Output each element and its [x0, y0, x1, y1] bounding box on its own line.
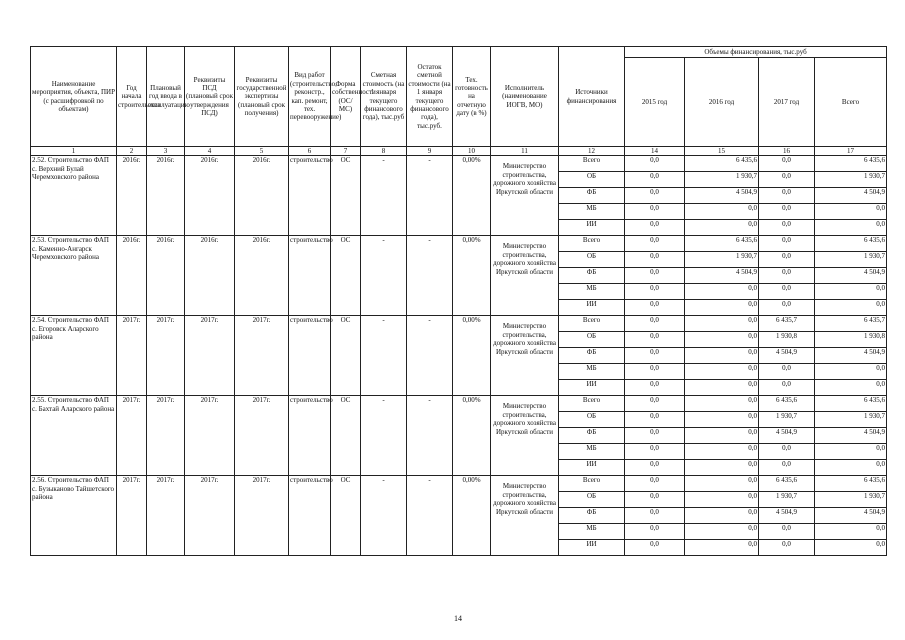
- amount-2016: 6 435,6: [685, 236, 759, 252]
- start-year: 2016г.: [117, 156, 147, 236]
- amount-2017: 0,0: [759, 540, 815, 556]
- amount-total: 0,0: [815, 540, 887, 556]
- ownership: ОС: [331, 396, 361, 476]
- column-number: 11: [491, 147, 559, 156]
- expertise-date: 2016г.: [235, 156, 289, 236]
- amount-2016: 0,0: [685, 220, 759, 236]
- commission-year: 2017г.: [147, 316, 185, 396]
- executor: Министерство строительства, дорожного хозяйства Иркутской области: [491, 316, 559, 396]
- header-year-2016: 2016 год: [685, 58, 759, 147]
- funding-source: ФБ: [559, 428, 625, 444]
- funding-source: ИИ: [559, 540, 625, 556]
- table-row: [31, 156, 887, 172]
- funding-source: ФБ: [559, 188, 625, 204]
- amount-total: 0,0: [815, 524, 887, 540]
- ownership: ОС: [331, 476, 361, 556]
- amount-total: 1 930,7: [815, 492, 887, 508]
- funding-source: ИИ: [559, 380, 625, 396]
- object-name: 2.56. Строительство ФАП с. Бузыканово Тайшетского района: [31, 476, 117, 556]
- amount-2015: 0,0: [625, 220, 685, 236]
- amount-total: 0,0: [815, 284, 887, 300]
- amount-2016: 4 504,9: [685, 268, 759, 284]
- estimate-cost: -: [361, 236, 407, 316]
- column-number: 6: [289, 147, 331, 156]
- estimate-cost: -: [361, 316, 407, 396]
- amount-2015: 0,0: [625, 428, 685, 444]
- amount-2017: 0,0: [759, 204, 815, 220]
- amount-2015: 0,0: [625, 476, 685, 492]
- amount-2015: 0,0: [625, 332, 685, 348]
- header-financing-group: Объемы финансирования, тыс.руб: [625, 47, 887, 58]
- amount-2017: 6 435,7: [759, 316, 815, 332]
- remaining-cost: -: [407, 476, 453, 556]
- header-name: Наименование мероприятия, объекта, ПИР (с расшифровкой по объектам): [31, 47, 117, 147]
- work-type: строительство: [289, 316, 331, 396]
- amount-2017: 1 930,7: [759, 492, 815, 508]
- amount-total: 0,0: [815, 300, 887, 316]
- header-psd: Реквизиты ПСД (плановый срок утверждения ПСД): [185, 47, 235, 147]
- amount-2017: 0,0: [759, 252, 815, 268]
- executor: Министерство строительства, дорожного хозяйства Иркутской области: [491, 476, 559, 556]
- amount-2017: 0,0: [759, 172, 815, 188]
- column-number: 10: [453, 147, 491, 156]
- amount-2016: 1 930,7: [685, 252, 759, 268]
- expertise-date: 2017г.: [235, 396, 289, 476]
- table-row: [31, 236, 887, 252]
- psd-date: 2017г.: [185, 316, 235, 396]
- object-name: 2.52. Строительство ФАП с. Верхний Булай Черемховского района: [31, 156, 117, 236]
- funding-source: ИИ: [559, 460, 625, 476]
- amount-2016: 0,0: [685, 476, 759, 492]
- funding-source: Всего: [559, 476, 625, 492]
- amount-2016: 0,0: [685, 348, 759, 364]
- amount-2017: 6 435,6: [759, 396, 815, 412]
- amount-2016: 0,0: [685, 364, 759, 380]
- table-header: [31, 47, 887, 156]
- readiness: 0,00%: [453, 476, 491, 556]
- header-ownership: Форма собственности (ОС/МС): [331, 47, 361, 147]
- amount-2015: 0,0: [625, 268, 685, 284]
- expertise-date: 2017г.: [235, 316, 289, 396]
- column-number: 2: [117, 147, 147, 156]
- header-commission-year: Плановый год ввода в эксплуатацию: [147, 47, 185, 147]
- funding-source: МБ: [559, 364, 625, 380]
- column-number: 14: [625, 147, 685, 156]
- funding-source: МБ: [559, 204, 625, 220]
- amount-2017: 0,0: [759, 380, 815, 396]
- psd-date: 2016г.: [185, 236, 235, 316]
- amount-2017: 1 930,8: [759, 332, 815, 348]
- amount-total: 0,0: [815, 220, 887, 236]
- funding-source: ОБ: [559, 252, 625, 268]
- amount-total: 4 504,9: [815, 508, 887, 524]
- amount-2016: 0,0: [685, 444, 759, 460]
- amount-2017: 4 504,9: [759, 428, 815, 444]
- work-type: строительство: [289, 156, 331, 236]
- amount-2015: 0,0: [625, 444, 685, 460]
- column-number: 5: [235, 147, 289, 156]
- amount-2016: 0,0: [685, 540, 759, 556]
- amount-2015: 0,0: [625, 188, 685, 204]
- amount-2015: 0,0: [625, 492, 685, 508]
- executor: Министерство строительства, дорожного хозяйства Иркутской области: [491, 236, 559, 316]
- header-year-2015: 2015 год: [625, 58, 685, 147]
- amount-2017: 0,0: [759, 188, 815, 204]
- financing-table: [30, 46, 887, 556]
- amount-2016: 0,0: [685, 428, 759, 444]
- funding-source: Всего: [559, 396, 625, 412]
- readiness: 0,00%: [453, 236, 491, 316]
- amount-total: 0,0: [815, 444, 887, 460]
- remaining-cost: -: [407, 316, 453, 396]
- amount-total: 1 930,7: [815, 252, 887, 268]
- expertise-date: 2016г.: [235, 236, 289, 316]
- commission-year: 2016г.: [147, 236, 185, 316]
- amount-total: 4 504,9: [815, 268, 887, 284]
- commission-year: 2017г.: [147, 476, 185, 556]
- executor: Министерство строительства, дорожного хозяйства Иркутской области: [491, 396, 559, 476]
- amount-2017: 0,0: [759, 268, 815, 284]
- header-estimate: Сметная стоимость (на 1 января текущего финансового года), тыс.руб: [361, 47, 407, 147]
- funding-source: ОБ: [559, 332, 625, 348]
- amount-2015: 0,0: [625, 524, 685, 540]
- commission-year: 2017г.: [147, 396, 185, 476]
- amount-total: 6 435,7: [815, 316, 887, 332]
- object-name: 2.53. Строительство ФАП с. Каменно-Ангарск Черемховского района: [31, 236, 117, 316]
- header-readiness: Тех. готовность на отчетную дату (в %): [453, 47, 491, 147]
- funding-source: МБ: [559, 284, 625, 300]
- amount-total: 0,0: [815, 460, 887, 476]
- estimate-cost: -: [361, 156, 407, 236]
- amount-2017: 0,0: [759, 524, 815, 540]
- funding-source: ИИ: [559, 220, 625, 236]
- funding-source: ФБ: [559, 348, 625, 364]
- amount-total: 0,0: [815, 364, 887, 380]
- funding-source: Всего: [559, 316, 625, 332]
- funding-source: ФБ: [559, 268, 625, 284]
- amount-2017: 0,0: [759, 460, 815, 476]
- amount-2016: 0,0: [685, 284, 759, 300]
- amount-2017: 0,0: [759, 284, 815, 300]
- amount-total: 1 930,7: [815, 412, 887, 428]
- ownership: ОС: [331, 156, 361, 236]
- amount-2015: 0,0: [625, 252, 685, 268]
- amount-2015: 0,0: [625, 172, 685, 188]
- amount-2016: 0,0: [685, 492, 759, 508]
- amount-2016: 0,0: [685, 380, 759, 396]
- amount-total: 4 504,9: [815, 348, 887, 364]
- amount-total: 4 504,9: [815, 188, 887, 204]
- amount-total: 0,0: [815, 380, 887, 396]
- funding-source: ИИ: [559, 300, 625, 316]
- document-sheet: [30, 46, 886, 556]
- funding-source: ОБ: [559, 172, 625, 188]
- remaining-cost: -: [407, 156, 453, 236]
- amount-2016: 4 504,9: [685, 188, 759, 204]
- column-number: 12: [559, 147, 625, 156]
- amount-2016: 0,0: [685, 396, 759, 412]
- amount-2016: 0,0: [685, 316, 759, 332]
- amount-total: 1 930,8: [815, 332, 887, 348]
- remaining-cost: -: [407, 236, 453, 316]
- funding-source: ОБ: [559, 412, 625, 428]
- amount-2017: 4 504,9: [759, 508, 815, 524]
- work-type: строительство: [289, 476, 331, 556]
- amount-2015: 0,0: [625, 412, 685, 428]
- readiness: 0,00%: [453, 396, 491, 476]
- psd-date: 2017г.: [185, 476, 235, 556]
- psd-date: 2016г.: [185, 156, 235, 236]
- amount-2017: 0,0: [759, 220, 815, 236]
- amount-2017: 0,0: [759, 444, 815, 460]
- header-sources: Источники финансирования: [559, 47, 625, 147]
- amount-total: 6 435,6: [815, 476, 887, 492]
- header-start-year: Год начала строительства: [117, 47, 147, 147]
- start-year: 2017г.: [117, 316, 147, 396]
- amount-2016: 0,0: [685, 508, 759, 524]
- amount-2017: 0,0: [759, 236, 815, 252]
- amount-total: 6 435,6: [815, 236, 887, 252]
- table-row: [31, 316, 887, 332]
- amount-2016: 0,0: [685, 460, 759, 476]
- amount-2015: 0,0: [625, 204, 685, 220]
- work-type: строительство: [289, 396, 331, 476]
- amount-2015: 0,0: [625, 540, 685, 556]
- header-total: Всего: [815, 58, 887, 147]
- expertise-date: 2017г.: [235, 476, 289, 556]
- psd-date: 2017г.: [185, 396, 235, 476]
- amount-2015: 0,0: [625, 460, 685, 476]
- amount-2015: 0,0: [625, 156, 685, 172]
- column-number: 15: [685, 147, 759, 156]
- amount-2015: 0,0: [625, 380, 685, 396]
- amount-2015: 0,0: [625, 236, 685, 252]
- column-number: 3: [147, 147, 185, 156]
- readiness: 0,00%: [453, 156, 491, 236]
- amount-total: 0,0: [815, 204, 887, 220]
- funding-source: Всего: [559, 156, 625, 172]
- amount-2015: 0,0: [625, 508, 685, 524]
- column-number: 4: [185, 147, 235, 156]
- header-year-2017: 2017 год: [759, 58, 815, 147]
- amount-2016: 0,0: [685, 524, 759, 540]
- remaining-cost: -: [407, 396, 453, 476]
- amount-total: 6 435,6: [815, 396, 887, 412]
- start-year: 2017г.: [117, 476, 147, 556]
- amount-2015: 0,0: [625, 396, 685, 412]
- amount-2016: 0,0: [685, 300, 759, 316]
- amount-2015: 0,0: [625, 316, 685, 332]
- amount-2017: 1 930,7: [759, 412, 815, 428]
- table-row: [31, 396, 887, 412]
- funding-source: МБ: [559, 524, 625, 540]
- amount-2017: 0,0: [759, 300, 815, 316]
- column-number: 8: [361, 147, 407, 156]
- object-name: 2.54. Строительство ФАП с. Егоровск Аларского района: [31, 316, 117, 396]
- start-year: 2016г.: [117, 236, 147, 316]
- amount-total: 1 930,7: [815, 172, 887, 188]
- column-numbers-row: [31, 147, 887, 156]
- page-number: 14: [454, 614, 462, 623]
- header-work-type: Вид работ (строительство, реконстр., кап. ремонт, тех. перевооружение): [289, 47, 331, 147]
- ownership: ОС: [331, 316, 361, 396]
- header-remaining: Остаток сметной стоимости (на 1 января текущего финансового года), тыс.руб.: [407, 47, 453, 147]
- commission-year: 2016г.: [147, 156, 185, 236]
- amount-2015: 0,0: [625, 364, 685, 380]
- amount-total: 6 435,6: [815, 156, 887, 172]
- column-number: 16: [759, 147, 815, 156]
- amount-2015: 0,0: [625, 300, 685, 316]
- amount-2017: 6 435,6: [759, 476, 815, 492]
- table-body: [31, 156, 887, 556]
- amount-2015: 0,0: [625, 348, 685, 364]
- funding-source: ФБ: [559, 508, 625, 524]
- estimate-cost: -: [361, 396, 407, 476]
- header-expertise: Реквизиты государственной экспертизы (плановый срок получения): [235, 47, 289, 147]
- column-number: 9: [407, 147, 453, 156]
- amount-2016: 6 435,6: [685, 156, 759, 172]
- table-row: [31, 476, 887, 492]
- amount-2016: 0,0: [685, 204, 759, 220]
- column-number: 7: [331, 147, 361, 156]
- ownership: ОС: [331, 236, 361, 316]
- amount-2017: 0,0: [759, 156, 815, 172]
- header-executor: Исполнитель (наименование ИОГВ, МО): [491, 47, 559, 147]
- column-number: 1: [31, 147, 117, 156]
- executor: Министерство строительства, дорожного хозяйства Иркутской области: [491, 156, 559, 236]
- amount-2016: 0,0: [685, 412, 759, 428]
- start-year: 2017г.: [117, 396, 147, 476]
- amount-2016: 1 930,7: [685, 172, 759, 188]
- funding-source: ОБ: [559, 492, 625, 508]
- readiness: 0,00%: [453, 316, 491, 396]
- estimate-cost: -: [361, 476, 407, 556]
- amount-2017: 4 504,9: [759, 348, 815, 364]
- amount-2015: 0,0: [625, 284, 685, 300]
- funding-source: Всего: [559, 236, 625, 252]
- column-number: 17: [815, 147, 887, 156]
- work-type: строительство: [289, 236, 331, 316]
- funding-source: МБ: [559, 444, 625, 460]
- amount-total: 4 504,9: [815, 428, 887, 444]
- object-name: 2.55. Строительство ФАП с. Бахтай Аларского района: [31, 396, 117, 476]
- amount-2016: 0,0: [685, 332, 759, 348]
- amount-2017: 0,0: [759, 364, 815, 380]
